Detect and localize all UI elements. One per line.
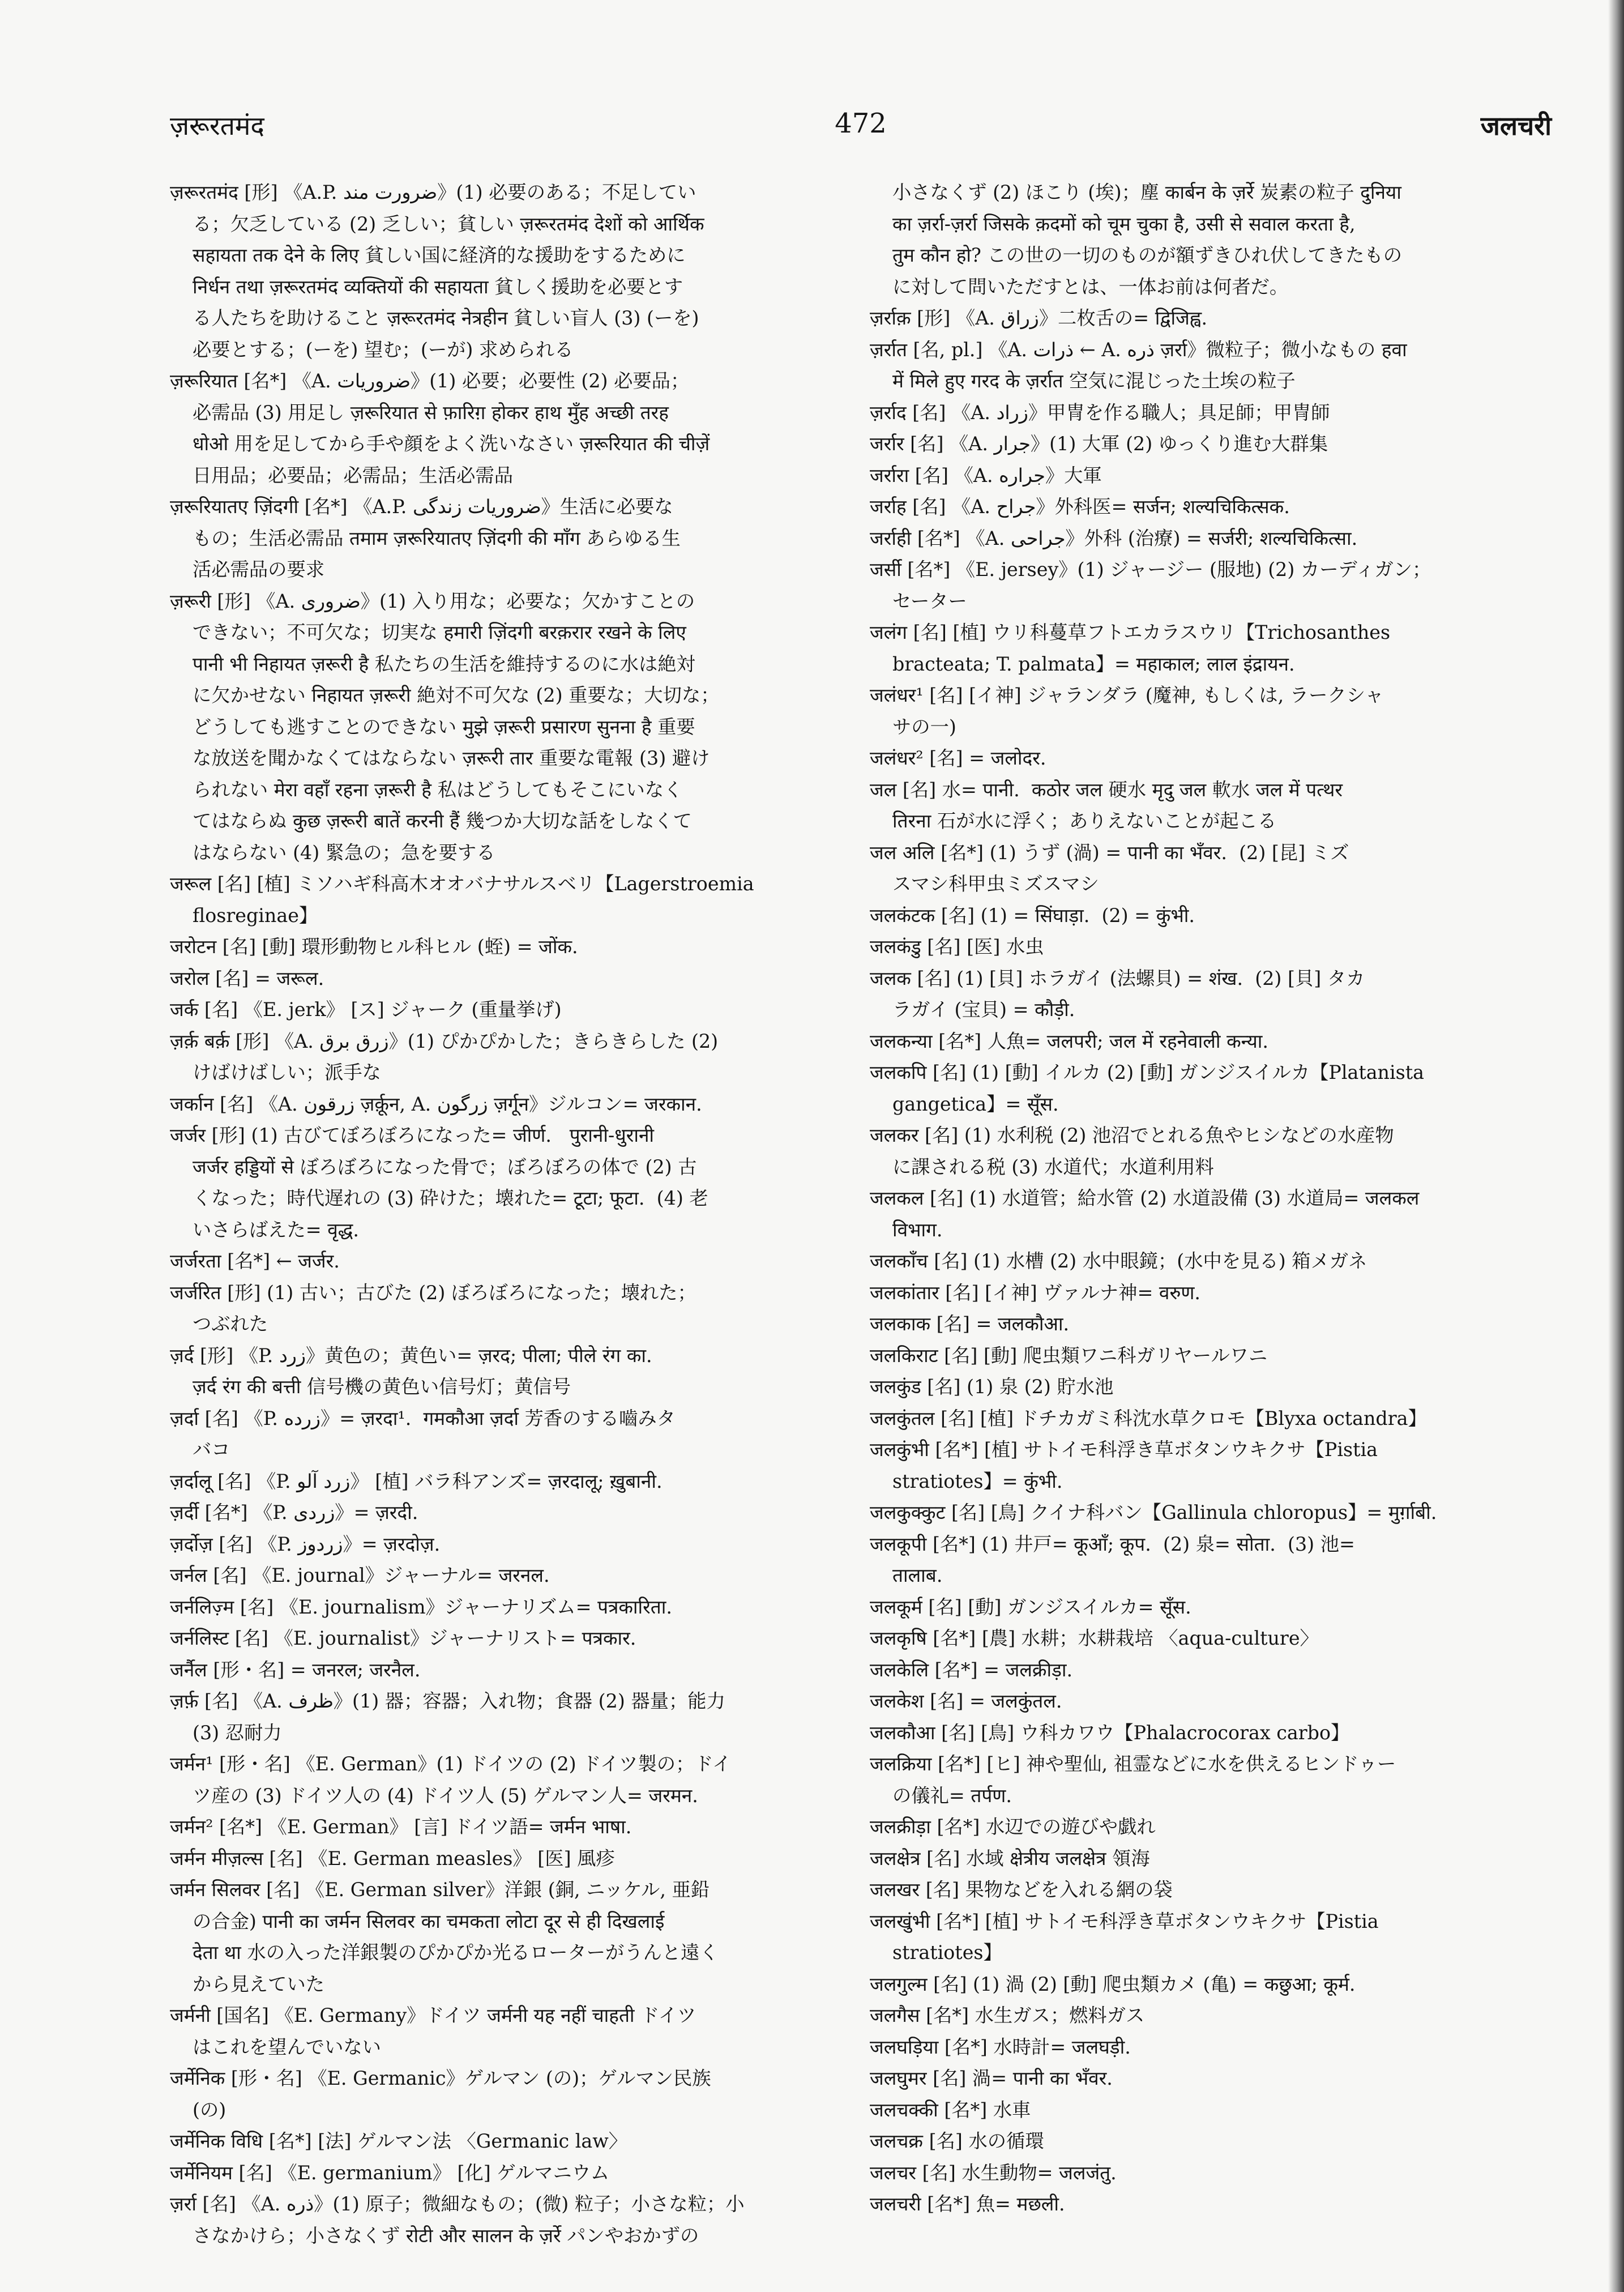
entry-continuation: जर्जर हड्डियों से ぼろぼろになった骨で；ぼろぼろの体で (2) 古	[193, 1155, 697, 1178]
entry-headline: जर्नल [名] 《E. journal》ジャーナル= जरनल.	[170, 1564, 550, 1586]
entry-continuation: तिरना 石が水に浮く；ありえないことが起こる	[892, 810, 1277, 832]
entry-continuation: पानी भी निहायत ज़रूरी है 私たちの生活を維持するのに水は絶対	[193, 652, 695, 675]
entry-headline: जरूल [名] [植] ミソハギ科高木オオバナサルスベリ【Lagerstroemia	[170, 873, 754, 895]
entry-headline: ज़र्राद [名] 《A. زراد》甲冑を作る職人；具足師；甲冑師	[870, 401, 1330, 424]
entry-continuation: निर्धन तथा ज़रूरतमंद व्यक्तियों की सहायता 貧しく援助を必要とす	[193, 275, 683, 298]
entry-headline: जर्नैल [形・名] = जनरल; जरनैल.	[170, 1658, 421, 1681]
entry-headline: जल [名] 水= पानी. कठोर जल 硬水 मृदु जल 軟水 जल में पत्थर	[870, 778, 1343, 801]
entry-headline: ज़रूरियातए ज़िंदगी [名*] 《A.P. ضروریات زندگی》生活に必要な	[170, 496, 673, 518]
entry-headline: ज़र्क़ बर्क़ [形] 《A. زرق برق》(1) ぴかぴかした；きらきらした (2)	[170, 1030, 719, 1052]
entry-headline: ज़र्दोज़ [名] 《P. زردوز》= ज़रदोज़.	[170, 1533, 441, 1555]
entry-continuation: な放送を聞かなくてはならない ज़रूरी तार 重要な電報 (3) 避け	[193, 747, 710, 769]
entry-continuation: くなった；時代遅れの (3) 砕けた；壊れた= टूटा; फूटा. (4) 老	[193, 1187, 708, 1209]
entry-continuation: つぶれた	[193, 1313, 268, 1335]
entry-headline: जलकुंभी [名*] [植] サトイモ科浮き草ボタンウキクサ【Pistia	[870, 1439, 1378, 1461]
entry-continuation: もの；生活必需品 तमाम ज़रूरियातए ज़िंदगी की माँग あらゆる生	[193, 527, 681, 549]
entry-headline: जर्जर [形] (1) 古びてぼろぼろになった= जीर्ण. पुरानी-धुरानी	[170, 1124, 655, 1146]
entry-continuation: सहायता तक देने के लिए 貧しい国に経済的な援助をするために	[193, 244, 686, 266]
entry-continuation: られない मेरा वहाँ रहना ज़रूरी है 私はどうしてもそこにいなく	[193, 778, 683, 801]
entry-continuation: 小さなくず (2) ほこり (埃)；塵 कार्बन के ज़र्रे 炭素の粒子 दुनिया	[892, 181, 1401, 203]
entry-headline: जर्मेनियम [名] 《E. germanium》 [化] ゲルマニウム	[170, 2161, 610, 2184]
entry-headline: जरोल [名] = जरूल.	[170, 967, 324, 989]
entry-continuation: विभाग.	[892, 1218, 943, 1241]
entry-headline: जलचक्र [名] 水の循環	[870, 2130, 1044, 2152]
entry-headline: ज़रूरी [形] 《A. ضروری》(1) 入り用な；必要な；欠かすことの	[170, 590, 695, 612]
entry-headline: जलकिराट [名] [動] 爬虫類ワニ科ガリヤールワニ	[870, 1344, 1268, 1367]
entry-headline: जलंधर² [名] = जलोदर.	[870, 747, 1046, 769]
entry-continuation: ラガイ (宝貝) = कौड़ी.	[892, 998, 1075, 1021]
entry-headline: ज़रूरियात [名*] 《A. ضروریات》(1) 必要；必要性 (2) 必要品；	[170, 370, 690, 392]
entry-headline: जलक [名] (1) [貝] ホラガイ (法螺貝) = शंख. (2) [貝] タカ	[870, 967, 1365, 989]
entry-headline: जर्जरता [名*] ← जर्जर.	[170, 1250, 340, 1272]
entry-headline: ज़र्फ़ [名] 《A. ظرف》(1) 器；容器；入れ物；食器 (2) 器量；能力	[170, 1690, 725, 1712]
entry-headline: जर्रार [名] 《A. جرار》(1) 大軍 (2) ゆっくり進む大群集	[870, 433, 1328, 455]
entry-continuation: (の)	[193, 2098, 226, 2121]
entry-continuation: का ज़र्रा-ज़र्रा जिसके क़दमों को चूम चुका है, उसी से सवाल करता है,	[892, 212, 1356, 235]
entry-continuation: 日用品；必要品；必需品；生活必需品	[193, 464, 514, 486]
entry-continuation: る；欠乏している (2) 乏しい；貧しい ज़रूरतमंद देशों को आर्थिक	[193, 212, 704, 235]
entry-headline: जलकेलि [名*] = जलक्रीड़ा.	[870, 1658, 1073, 1681]
entry-headline: जलगुल्म [名] (1) 渦 (2) [動] 爬虫類カメ (亀) = कछुआ; कूर्म.	[870, 1973, 1356, 1995]
entry-continuation: 活必需品の要求	[193, 558, 325, 581]
entry-continuation: サの一)	[892, 715, 956, 738]
entry-continuation: てはならぬ कुछ ज़रूरी बातें करनी हैं 幾つか大切な話をしなくて	[193, 810, 692, 832]
entry-headline: जलकूर्म [名] [動] ガンジスイルカ= सूँस.	[870, 1595, 1191, 1618]
page-header	[170, 108, 1552, 159]
entry-continuation: ツ産の (3) ドイツ人の (4) ドイツ人 (5) ゲルマン人= जरमन.	[193, 1784, 698, 1807]
entry-headline: जर्सी [名*] 《E. jersey》(1) ジャージー (服地) (2) カーディガン；	[870, 558, 1431, 581]
entry-continuation: に課される税 (3) 水道代；水道利用料	[892, 1155, 1214, 1178]
entry-continuation: तालाब.	[892, 1564, 943, 1586]
entry-continuation: から見えていた	[193, 1973, 325, 1995]
entry-continuation: stratiotes】	[892, 1941, 1002, 1964]
entry-continuation: に欠かせない निहायत ज़रूरी 絶対不可欠な (2) 重要な；大切な；	[193, 684, 720, 706]
entry-headline: जर्मेनिक [形・名] 《E. Germanic》ゲルマン (の)；ゲルマン民族	[170, 2067, 711, 2089]
page-number: 472	[835, 108, 887, 139]
entry-headline: ज़र्दा [名] 《P. زرده》= ज़रदा¹. गमकौआ ज़र्दा 芳香のする嚙みタ	[170, 1407, 676, 1429]
entry-headline: जलकौआ [名] [鳥] ウ科カワウ【Phalacrocorax carbo】	[870, 1721, 1350, 1744]
entry-continuation: はこれを望んでいない	[193, 2035, 381, 2058]
entry-continuation: (3) 忍耐力	[193, 1721, 282, 1744]
entry-headline: ज़र्रा [名] 《A. ذره》(1) 原子；微細なもの；(微) 粒子；小さな粒；小	[170, 2193, 745, 2215]
entry-headline: जलकन्या [名*] 人魚= जलपरी; जल में रहनेवाली कन्या.	[870, 1030, 1268, 1052]
entry-headline: ज़रूरतमंद [形] 《A.P. ضرورت مند》(1) 必要のある；不足してい	[170, 181, 696, 203]
entry-headline: जलक्रिया [名*] [ヒ] 神や聖仙, 祖霊などに水を供えるヒンドゥー	[870, 1753, 1396, 1775]
entry-headline: जलकर [名] (1) 水利税 (2) 池沼でとれる魚やヒシなどの水産物	[870, 1124, 1394, 1146]
entry-headline: जलचर [名] 水生動物= जलजंतु.	[870, 2161, 1117, 2184]
entry-headline: जर्रारा [名] 《A. جراره》大軍	[870, 464, 1102, 486]
page-edge-shadow	[1608, 0, 1624, 2292]
entry-continuation: いさらばえた= वृद्ध.	[193, 1218, 359, 1241]
entry-continuation: bracteata; T. palmata】= महाकाल; लाल इंद्रायन.	[892, 652, 1295, 675]
entry-headline: जर्जरित [形] (1) 古い；古びた (2) ぼろぼろになった；壊れた；	[170, 1281, 696, 1304]
entry-headline: जलचरी [名*] 魚= मछली.	[870, 2193, 1065, 2215]
entry-headline: जलंग [名] [植] ウリ科蔓草フトエカラスウリ【Trichosanthes	[870, 621, 1391, 643]
entry-headline: जर्नलिज़्म [名] 《E. journalism》ジャーナリズム= पत्रकारिता.	[170, 1595, 672, 1618]
entry-headline: जलकूपी [名*] (1) 井戸= कूआँ; कूप. (2) 泉= सोता. (3) 池=	[870, 1533, 1355, 1555]
entry-continuation: る人たちを助けること ज़रूरतमंद नेत्रहीन 貧しい盲人 (3) (ーを)	[193, 307, 699, 329]
entry-headline: जर्मेनिक विधि [名*] [法] ゲルマン法 〈Germanic law〉	[170, 2130, 628, 2152]
entry-continuation: देता था 水の入った洋銀製のぴかぴか光るローターがうんと遠く	[193, 1941, 719, 1964]
entry-headline: जर्नलिस्ट [名] 《E. journalist》ジャーナリスト= पत्रकार.	[170, 1627, 636, 1649]
entry-headline: जलकुक्कुट [名] [鳥] クイナ科バン【Gallinula chloropus】= मुर्ग़ाबी.	[870, 1501, 1437, 1523]
entry-headline: ज़र्द [形] 《P. زرد》黄色の；黄色い= ज़रद; पीला; पीले रंग का.	[170, 1344, 652, 1367]
entry-headline: जर्मन¹ [形・名] 《E. German》(1) ドイツの (2) ドイツ製の；ドイ	[170, 1753, 732, 1775]
left-guide-word: ज़रूरतमंद	[170, 110, 264, 141]
entry-headline: जलकंटक [名] (1) = सिंघाड़ा. (2) = कुंभी.	[870, 904, 1195, 927]
entry-headline: जर्मनी [国名] 《E. Germany》ドイツ जर्मनी यह नहीं चाहती ドイツ	[170, 2004, 696, 2026]
entry-continuation: धोओ 用を足してから手や顔をよく洗いなさい ज़रूरियात की चीज़ें	[193, 433, 710, 455]
entry-continuation: どうしても逃すことのできない मुझे ज़रूरी प्रसारण सुनना है 重要	[193, 715, 695, 738]
entry-headline: जर्कान [名] 《A. زرقون ज़र्क़ून, A. زرگون ज़र्गून》ジルコン= जरकान.	[170, 1092, 702, 1115]
entry-headline: जलकल [名] (1) 水道管；給水管 (2) 水道設備 (3) 水道局= जलकल	[870, 1187, 1420, 1209]
left-column	[170, 177, 852, 2261]
entry-headline: जर्क [名] 《E. jerk》 [ス] ジャーク (重量挙げ)	[170, 998, 562, 1021]
entry-headline: ज़र्दी [名*] 《P. زردی》= ज़रदी.	[170, 1501, 418, 1523]
entry-headline: जलकुंड [名] (1) 泉 (2) 貯水池	[870, 1376, 1114, 1398]
entry-continuation: 必需品 (3) 用足し ज़रूरियात से फ़ारिग़ होकर हाथ मुँह अच्छी तरह	[193, 401, 669, 424]
entry-continuation: セーター	[892, 590, 967, 612]
entry-headline: जलंधर¹ [名] [イ神] ジャランダラ (魔神, もしくは, ラークシャ	[870, 684, 1384, 706]
entry-headline: जलकृषि [名*] [農] 水耕；水耕栽培 〈aqua-culture〉	[870, 1627, 1319, 1649]
entry-headline: जलचक्की [名*] 水車	[870, 2098, 1031, 2121]
entry-headline: जर्राही [名*] 《A. جراحی》外科 (治療) = सर्जरी; शल्यचिकित्सा.	[870, 527, 1358, 549]
entry-headline: जलकांतार [名] [イ神] ヴァルナ神= वरुण.	[870, 1281, 1201, 1304]
entry-continuation: flosreginae】	[193, 904, 318, 927]
entry-continuation: けばけばしい；派手な	[193, 1061, 381, 1083]
right-column	[870, 177, 1552, 2261]
entry-headline: ज़र्राक़ [形] 《A. زراق》二枚舌の= द्विजिह्व.	[870, 307, 1208, 329]
entry-headline: जर्मन मीज़ल्स [名] 《E. German measles》 [医] 風疹	[170, 1847, 615, 1870]
entry-headline: जलकंडु [名] [医] 水虫	[870, 936, 1044, 958]
entry-headline: जलकुंतल [名] [植] ドチカガミ科沈水草クロモ【Blyxa octandra】	[870, 1407, 1427, 1429]
entry-headline: जलकाक [名] = जलकौआ.	[870, 1313, 1070, 1335]
entry-continuation: スマシ科甲虫ミズスマシ	[892, 873, 1099, 895]
entry-headline: जर्मन सिलवर [名] 《E. German silver》洋銀 (銅, ニッケル, 亜鉛	[170, 1879, 710, 1901]
entry-continuation: の儀礼= तर्पण.	[892, 1784, 1012, 1807]
entry-headline: जलखुंभी [名*] [植] サトイモ科浮き草ボタンウキクサ【Pistia	[870, 1910, 1379, 1932]
entry-headline: जलखर [名] 果物などを入れる網の袋	[870, 1879, 1173, 1901]
entry-headline: जर्मन² [名*] 《E. German》 [言] ドイツ語= जर्मन भाषा.	[170, 1816, 632, 1838]
entry-headline: जलकाँच [名] (1) 水槽 (2) 水中眼鏡；(水中を見る) 箱メガネ	[870, 1250, 1367, 1272]
entry-headline: ज़र्रात [名, pl.] 《A. ذرات ← A. ذره ज़र्रा》微粒子；微小なもの हवा	[870, 338, 1407, 361]
entry-headline: जलक्रीड़ा [名*] 水辺での遊びや戯れ	[870, 1816, 1156, 1838]
entry-continuation: तुम कौन हो? この世の一切のものが額ずきひれ伏してきたもの	[892, 244, 1403, 266]
entry-continuation: ज़र्द रंग की बत्ती 信号機の黄色い信号灯；黄信号	[193, 1376, 571, 1398]
entry-headline: जल अलि [名*] (1) うず (渦) = पानी का भँवर. (2) [昆] ミズ	[870, 841, 1349, 864]
entry-headline: जलगैस [名*] 水生ガス；燃料ガス	[870, 2004, 1145, 2026]
entry-continuation: バコ	[193, 1439, 230, 1461]
entry-continuation: gangetica】= सूँस.	[892, 1092, 1059, 1115]
entry-headline: जलकेश [名] = जलकुंतल.	[870, 1690, 1062, 1712]
right-guide-word: जलचरी	[1480, 110, 1552, 141]
entry-continuation: の合金) पानी का जर्मन सिलवर का चमकता लोटा दूर से ही दिखलाई	[193, 1910, 665, 1932]
entry-continuation: 必要とする；(ーを) 望む；(ーが) 求められる	[193, 338, 574, 361]
entry-headline: जलकपि [名] (1) [動] イルカ (2) [動] ガンジスイルカ【Platanista	[870, 1061, 1424, 1083]
entry-headline: ज़र्दालू [名] 《P. زرد آلو》 [植] バラ科アンズ= ज़रदालू; ख़ुबानी.	[170, 1470, 663, 1492]
entry-headline: जलघुमर [名] 渦= पानी का भँवर.	[870, 2067, 1113, 2089]
entry-continuation: に対して問いただすとは、一体お前は何者だ。	[892, 275, 1289, 298]
entry-headline: जलक्षेत्र [名] 水域 क्षेत्रीय जलक्षेत्र 領海	[870, 1847, 1150, 1870]
entry-headline: जलघड़िया [名*] 水時計= जलघड़ी.	[870, 2035, 1131, 2058]
entry-continuation: さなかけら；小さなくず रोटी और सालन के ज़र्रे パンやおかずの	[193, 2224, 699, 2247]
entry-continuation: はならない (4) 緊急の；急を要する	[193, 841, 495, 864]
entry-continuation: में मिले हुए गरद के ज़र्रात 空気に混じった土埃の粒子	[892, 370, 1296, 392]
entry-continuation: できない；不可欠な；切実な हमारी ज़िंदगी बरक़रार रखने के लिए	[193, 621, 686, 643]
entry-headline: जर्राह [名] 《A. جراح》外科医= सर्जन; शल्यचिकित्सक.	[870, 496, 1290, 518]
entry-headline: जरोटन [名] [動] 環形動物ヒル科ヒル (蛭) = जोंक.	[170, 936, 578, 958]
entry-continuation: stratiotes】= कुंभी.	[892, 1470, 1063, 1492]
